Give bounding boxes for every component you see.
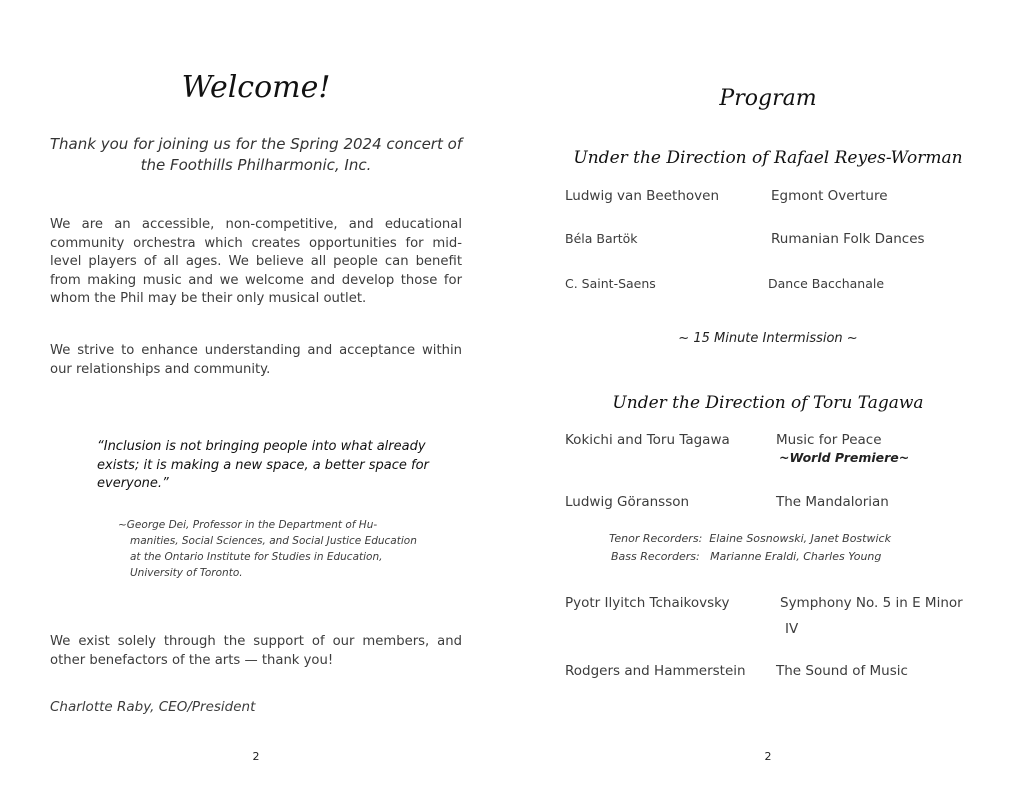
piece-dance-bacchanale: Dance Bacchanale: [768, 276, 885, 291]
support-paragraph: We exist solely through the support of our members, and other benefactors of the arts — thank you!: [50, 634, 462, 668]
attribution-first-line: ~George Dei, Professor in the Department of Hu-: [118, 519, 378, 531]
piece-egmont-overture: Egmont Overture: [771, 188, 888, 204]
composer-rodgers-hammerstein: Rodgers and Hammerstein: [565, 663, 746, 679]
piece-music-for-peace: Music for Peace: [776, 432, 882, 448]
composer-beethoven: Ludwig van Beethoven: [565, 188, 720, 204]
signature: Charlotte Raby, CEO/President: [50, 699, 256, 715]
world-premiere-note: ~World Premiere~: [779, 450, 910, 465]
attribution-rest: manities, Social Sciences, and Social Justice Education at the Ontario Institute for Studies in Education, University of Toronto.: [130, 535, 417, 579]
piece-rumanian-folk-dances: Rumanian Folk Dances: [771, 231, 925, 247]
bass-recorders-line: [611, 550, 881, 563]
thank-you-message: Thank you for joining us for the Spring 2024 concert of the Foothills Philharmonic, Inc.: [49, 135, 463, 174]
composer-goransson: Ludwig Göransson: [565, 494, 690, 510]
section-heading-reyes-worman: Under the Direction of Rafael Reyes-Worman: [573, 148, 963, 168]
quote-attribution: [118, 517, 418, 581]
composer-saint-saens: C. Saint-Saens: [565, 276, 656, 291]
intermission-note: ~ 15 Minute Intermission ~: [678, 331, 858, 346]
bass-recorders-label: Bass Recorders:: [611, 550, 700, 563]
welcome-title: Welcome!: [181, 70, 331, 105]
values-paragraph: We strive to enhance understanding and acceptance within our relationships and community.: [50, 343, 462, 377]
page-number-left: 2: [252, 750, 260, 763]
piece-symphony-no-5: Symphony No. 5 in E Minor: [780, 595, 963, 611]
page-number-right: 2: [764, 750, 772, 763]
piece-the-mandalorian: The Mandalorian: [776, 494, 889, 510]
composer-bartok: Béla Bartök: [565, 231, 638, 246]
composer-tchaikovsky: Pyotr Ilyitch Tchaikovsky: [565, 595, 730, 611]
tenor-recorders-names: Elaine Sosnowski, Janet Bostwick: [709, 532, 891, 545]
bass-recorders-names: Marianne Eraldi, Charles Young: [710, 550, 882, 563]
section-heading-tagawa: Under the Direction of Toru Tagawa: [612, 393, 924, 413]
inclusion-quote: “Inclusion is not bringing people into what already exists; it is making a new space, a better space for everyone.”: [97, 439, 429, 491]
tenor-recorders-label: Tenor Recorders:: [609, 532, 703, 545]
piece-sound-of-music: The Sound of Music: [776, 663, 908, 679]
piece-movement-iv: IV: [785, 621, 799, 637]
program-title: Program: [719, 86, 817, 111]
mission-paragraph: We are an accessible, non-competitive, and educational community orchestra which creates opportunities for mid-level players of all ages. We believe all people can benefit from making music and we welcome and develop those for whom the Phil may be their only musical outlet.: [50, 217, 462, 306]
composer-tagawa: Kokichi and Toru Tagawa: [565, 432, 730, 448]
tenor-recorders-line: [609, 532, 891, 545]
